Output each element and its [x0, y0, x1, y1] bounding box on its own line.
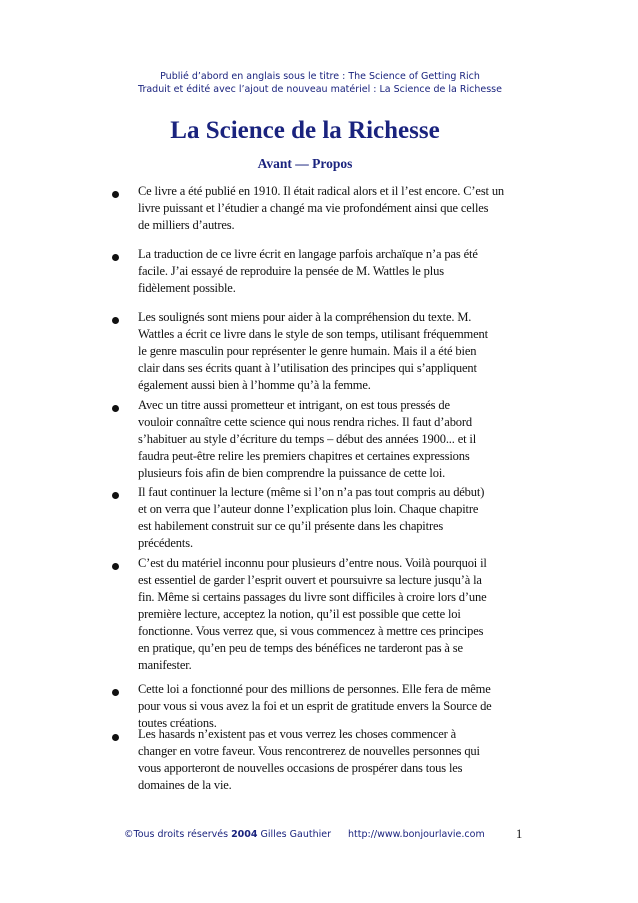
page-footer [124, 828, 485, 841]
text-line: plusieurs fois afin de bien comprendre la puissance de cette loi. [138, 466, 446, 480]
text-line: Il faut continuer la lecture (même si l’on n’a pas tout compris au début) [138, 485, 485, 499]
paragraph-text [138, 726, 521, 794]
publication-header [100, 70, 540, 96]
text-line: La traduction de ce livre écrit en langage parfois archaïque n’a pas été [138, 247, 478, 261]
text-line: est habilement construit sur ce qu’il présente dans les chapitres [138, 519, 444, 533]
bullet-icon [112, 254, 119, 261]
text-line: vous apporteront de nouvelles occasions de prospérer dans tous les [138, 761, 463, 775]
text-line: également aussi bien à l’homme qu’à la femme. [138, 378, 371, 392]
text-line: facile. J’ai essayé de reproduire la pensée de M. Wattles le plus [138, 264, 444, 278]
section-subtitle: Avant — Propos [257, 156, 353, 171]
text-line: le genre masculin pour représenter le genre humain. Mais il a été bien [138, 344, 477, 358]
text-line: C’est du matériel inconnu pour plusieurs d’entre nous. Voilà pourquoi il [138, 556, 487, 570]
bullet-icon [112, 689, 119, 696]
page-title: La Science de la Richesse [170, 117, 440, 144]
paragraph-text [138, 246, 521, 297]
text-line: fidèlement possible. [138, 281, 236, 295]
bullet-icon [112, 734, 119, 741]
paragraph-text [138, 555, 521, 674]
text-line: Avec un titre aussi prometteur et intrigant, on est tous pressés de [138, 398, 450, 412]
paragraph-text [138, 397, 521, 482]
header-line-translation-title: Traduit et édité avec l’ajout de nouveau matériel : La Science de la Richesse [138, 84, 502, 95]
text-line: Cette loi a fonctionné pour des millions de personnes. Elle fera de même [138, 682, 491, 696]
copyright-year: 2004 [231, 829, 258, 840]
text-line: fin. Même si certains passages du livre sont difficiles à croire lors d’une [138, 590, 487, 604]
text-line: changer en votre faveur. Vous rencontrerez de nouvelles personnes qui [138, 744, 480, 758]
text-line: Ce livre a été publié en 1910. Il était radical alors et il l’est encore. C’est un [138, 184, 505, 198]
text-line: pour vous si vous avez la foi et un esprit de gratitude envers la Source de [138, 699, 492, 713]
text-line: livre puissant et l’étudier a changé ma vie profondément ainsi que celles [138, 201, 489, 215]
text-line: est essentiel de garder l’esprit ouvert et poursuivre sa lecture jusqu’à la [138, 573, 482, 587]
text-line: précédents. [138, 536, 193, 550]
page-number: 1 [516, 827, 523, 841]
text-line: s’habituer au style d’écriture du temps – début des années 1900... et il [138, 432, 477, 446]
text-line: manifester. [138, 658, 192, 672]
text-line: Wattles a écrit ce livre dans le style de son temps, utilisant fréquemment [138, 327, 488, 341]
text-line: faudra peut-être relire les premiers chapitres et certaines expressions [138, 449, 470, 463]
bullet-icon [112, 191, 119, 198]
author-name: Gilles Gauthier [260, 829, 331, 840]
text-line: en pratique, qu’en peu de temps des bénéfices ne tarderont pas à se [138, 641, 463, 655]
text-line: Les hasards n’existent pas et vous verrez les choses commencer à [138, 727, 457, 741]
paragraph-text [138, 681, 521, 732]
text-line: clair dans ses écrits quant à l’utilisation des principes qui s’appliquent [138, 361, 477, 375]
header-line-original-title: Publié d’abord en anglais sous le titre : The Science of Getting Rich [160, 71, 480, 82]
copyright-text: ©Tous droits réservés [124, 829, 229, 840]
bullet-icon [112, 317, 119, 324]
paragraph-text [138, 183, 521, 234]
paragraph-text [138, 309, 521, 394]
text-line: vouloir connaître cette science qui nous rendra riches. Il faut d’abord [138, 415, 473, 429]
bullet-icon [112, 405, 119, 412]
bullet-icon [112, 492, 119, 499]
text-line: et on verra que l’auteur donne l’explication plus loin. Chaque chapitre [138, 502, 479, 516]
text-line: toutes créations. [138, 716, 217, 730]
text-line: de milliers d’autres. [138, 218, 235, 232]
bullet-icon [112, 563, 119, 570]
text-line: première lecture, acceptez la notion, qu’il est possible que cette loi [138, 607, 461, 621]
text-line: Les soulignés sont miens pour aider à la compréhension du texte. M. [138, 310, 472, 324]
website-link[interactable]: http://www.bonjourlavie.com [348, 829, 485, 840]
paragraph-text [138, 484, 521, 552]
text-line: fonctionne. Vous verrez que, si vous commencez à mettre ces principes [138, 624, 484, 638]
text-line: domaines de la vie. [138, 778, 232, 792]
